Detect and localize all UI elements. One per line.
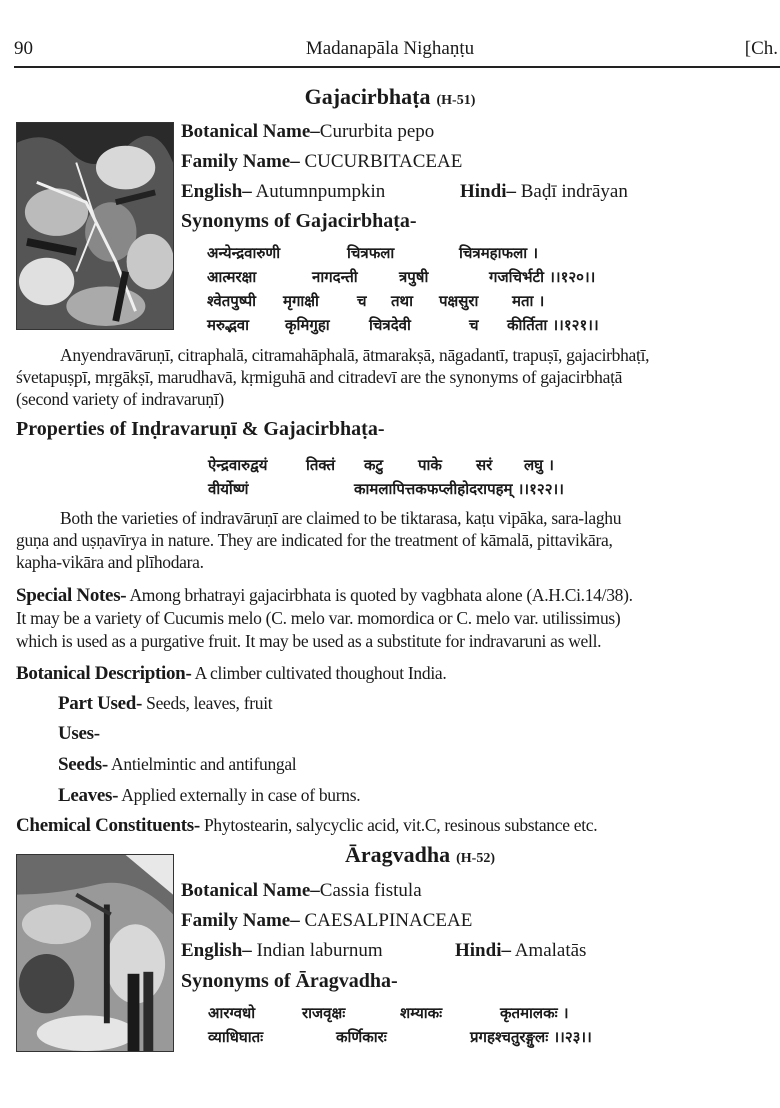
synonyms-heading: Synonyms of Āragvadha- — [181, 970, 398, 992]
properties-paragraph-line: guṇa and uṣṇavīrya in nature. They are indicated for the treatment of kāmalā, pittavikāra, — [16, 530, 613, 550]
uses-heading: Uses- — [58, 723, 100, 744]
botanical-description: Botanical Description- A climber cultivated thoughout India. — [16, 663, 447, 684]
synonyms-paragraph-line: (second variety of indravaruṇī) — [16, 389, 224, 409]
hindi-name: Hindi– Amalatās — [455, 940, 587, 961]
properties-heading: Properties of Inḍravaruṇī & Gajacirbhaṭa- — [16, 418, 385, 440]
book-title: Madanapāla Nighaṇṭu — [305, 38, 475, 59]
chemical-constituents: Chemical Constituents- Phytostearin, salycyclic acid, vit.C, resinous substance etc. — [16, 815, 598, 836]
entry-code: (H-52) — [456, 851, 495, 866]
botanical-name: Botanical Name–Cururbita pepo — [181, 121, 435, 142]
english-name: English– Autumnpumpkin — [181, 181, 386, 202]
botanical-name: Botanical Name–Cassia fistula — [181, 880, 422, 901]
entry-name: Āragvadha — [344, 842, 451, 867]
hindi-name: Hindi– Baḍī indrāyan — [460, 181, 628, 202]
synonyms-paragraph-line: śvetapuṣpī, mṛgākṣī, marudhavā, kṛmiguhā and citradevī are the synonyms of gajacirbhaṭā — [16, 367, 623, 387]
page-number: 90 — [14, 38, 33, 59]
pumpkin-plant-photo — [16, 122, 174, 330]
family-name: Family Name– CAESALPINACEAE — [181, 910, 473, 931]
special-notes-line: which is used as a purgative fruit. It may be used as a substitute for indravaruni as well. — [16, 631, 602, 651]
part-used: Part Used- Seeds, leaves, fruit — [58, 693, 273, 714]
english-name: English– Indian laburnum — [181, 940, 383, 961]
entry-name: Gajacirbhaṭa — [304, 84, 431, 109]
entry-title-gajacirbhata — [0, 84, 780, 110]
uses-seeds: Seeds- Antielmintic and antifungal — [58, 754, 297, 775]
synonyms-paragraph-line: Anyendravāruṇī, citraphalā, citramahāphalā, ātmarakṣā, nāgadantī, trapuṣī, gajacirbhaṭī, — [60, 345, 650, 365]
cassia-fistula-photo — [16, 854, 174, 1052]
chapter-marker: [Ch. — [744, 38, 778, 59]
header-rule — [14, 66, 780, 68]
properties-paragraph-line: kapha-vikāra and plīhodara. — [16, 552, 204, 572]
entry-code: (H-51) — [436, 93, 476, 108]
running-header — [0, 38, 780, 62]
special-notes: Special Notes- Among brhatrayi gajacirbhata is quoted by vagbhata alone (A.H.Ci.14/38). — [16, 585, 633, 606]
special-notes-line: It may be a variety of Cucumis melo (C. melo var. momordica or C. melo var. utilissimus) — [16, 608, 621, 628]
uses-leaves: Leaves- Applied externally in case of burns. — [58, 785, 361, 806]
family-name: Family Name– CUCURBITACEAE — [181, 151, 463, 172]
properties-paragraph-line: Both the varieties of indravāruṇī are claimed to be tiktarasa, kaṭu vipāka, sara-laghu — [60, 508, 622, 528]
entry-title-aragvadha — [170, 842, 670, 868]
synonyms-heading: Synonyms of Gajacirbhaṭa- — [181, 210, 417, 232]
